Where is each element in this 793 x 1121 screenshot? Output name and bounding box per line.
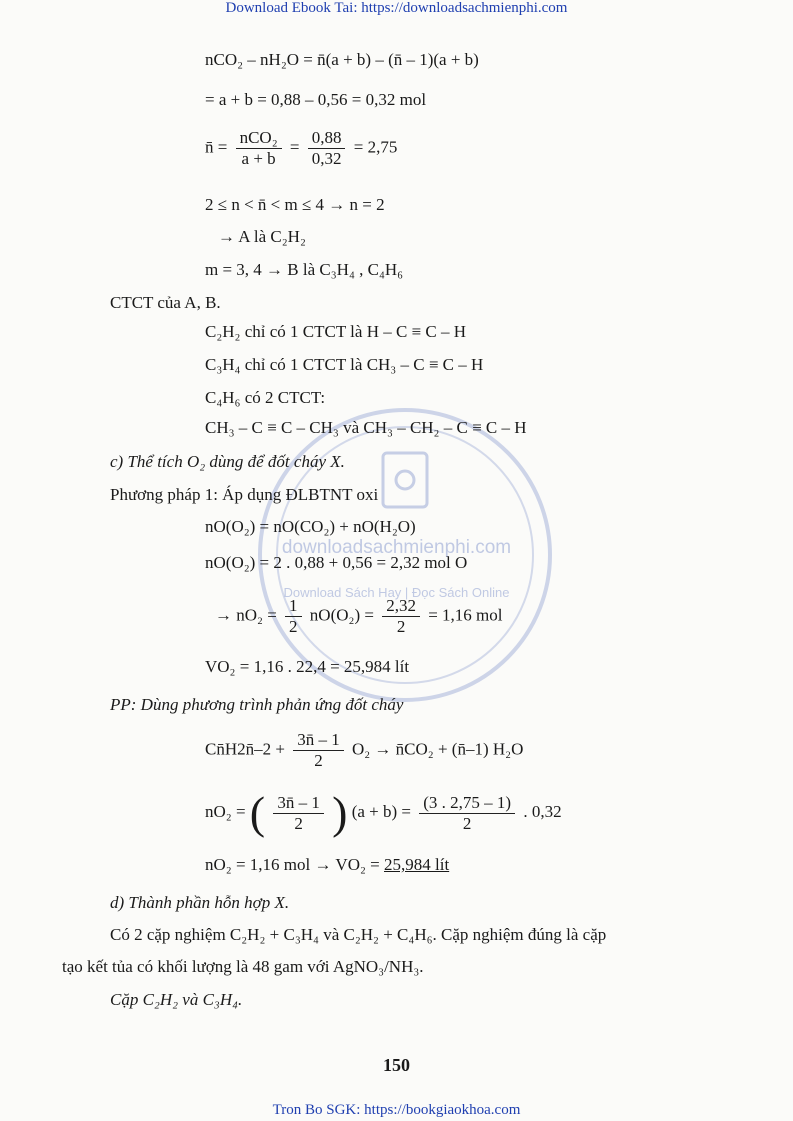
eq-o2-moles bbox=[215, 596, 502, 637]
fraction bbox=[236, 128, 282, 169]
fraction-denominator: 2 bbox=[314, 751, 323, 770]
answer-pair: Cặp C₂H₂ và C₃H₄. bbox=[110, 990, 243, 1009]
eq-n-average-mid: = bbox=[289, 137, 300, 157]
eq-n-average-rhs: = 2,75 bbox=[353, 137, 398, 157]
fraction-numerator: 3n̄ – 1 bbox=[293, 730, 344, 751]
fraction-numerator: 2,32 bbox=[382, 596, 420, 617]
ctct-c4h6-structures: CH₃ – C ≡ C – CH₃ và CH₃ – CH₂ – C ≡ C – H bbox=[205, 418, 527, 437]
fraction-numerator: 3n̄ – 1 bbox=[273, 793, 324, 814]
section-c-heading: c) Thể tích O₂ dùng để đốt cháy X. bbox=[110, 452, 345, 471]
eq-o2-moles-rhs: = 1,16 mol bbox=[428, 605, 503, 625]
fraction bbox=[285, 596, 302, 637]
eq-o2-final bbox=[205, 855, 449, 875]
ctct-c2h2: C₂H₂ chỉ có 1 CTCT là H – C ≡ C – H bbox=[205, 322, 467, 341]
method-2-heading: PP: Dùng phương trình phản ứng đốt cháy bbox=[110, 695, 404, 714]
eq-mol-difference: nCO₂ – nH₂O = n̄(a + b) – (n̄ – 1)(a + b) bbox=[205, 50, 479, 69]
paragraph-precipitate: tạo kết tủa có khối lượng là 48 gam với AgNO₃/NH₃. bbox=[62, 957, 424, 976]
result-b: m = 3, 4 → B là C₃H₄ , C₄H₆ bbox=[205, 260, 404, 279]
fraction-denominator: 2 bbox=[396, 617, 406, 636]
method-1-heading: Phương pháp 1: Áp dụng ĐLBTNT oxi bbox=[110, 485, 379, 504]
watermark-domain: downloadsachmienphi.com bbox=[281, 537, 512, 558]
eq-combustion bbox=[205, 730, 523, 771]
eq-o2-reaction-lhs: nO₂ = bbox=[205, 801, 246, 821]
fraction-numerator: 1 bbox=[285, 596, 302, 617]
eq-combustion-lhs: Cn̄H2n̄–2 + bbox=[205, 739, 285, 759]
eq-o2-reaction-rhs: . 0,32 bbox=[523, 801, 562, 821]
fraction-numerator: nCO₂ bbox=[236, 128, 282, 149]
fraction bbox=[419, 793, 515, 834]
eq-oxygen-moles: nO(O₂) = 2 . 0,88 + 0,56 = 2,32 mol O bbox=[205, 553, 468, 572]
fraction-denominator: 2 bbox=[294, 813, 303, 833]
eq-oxygen-balance: nO(O₂) = nO(CO₂) + nO(H₂O) bbox=[205, 517, 416, 536]
paragraph-solutions: Có 2 cặp nghiệm C₂H₂ + C₃H₄ và C₂H₂ + C₄H₆. Cặp nghiệm đúng là cặp bbox=[110, 925, 607, 944]
eq-o2-moles-mid: nO(O₂) = bbox=[309, 605, 374, 625]
ctct-c4h6: C₄H₆ có 2 CTCT: bbox=[205, 388, 326, 407]
fraction bbox=[382, 596, 420, 637]
eq-n-average bbox=[205, 128, 397, 169]
fraction-denominator: 2 bbox=[289, 617, 298, 636]
result-a: → A là C₂H₂ bbox=[218, 227, 306, 246]
fraction bbox=[293, 730, 344, 771]
footer-sgk-link[interactable]: Tron Bo SGK: https://bookgiaokhoa.com bbox=[272, 1102, 521, 1118]
fraction-numerator: (3 . 2,75 – 1) bbox=[419, 793, 515, 814]
fraction-denominator: 2 bbox=[462, 813, 472, 833]
section-d-heading: d) Thành phần hỗn hợp X. bbox=[110, 893, 290, 912]
eq-combustion-rhs: O₂ → n̄CO₂ + (n̄–1) H₂O bbox=[351, 739, 524, 759]
eq-n-average-lhs: n̄ = bbox=[205, 137, 228, 157]
eq-sum-ab: = a + b = 0,88 – 0,56 = 0,32 mol bbox=[205, 90, 427, 109]
fraction-numerator: 0,88 bbox=[308, 128, 346, 149]
fraction bbox=[273, 793, 324, 834]
watermark-tagline: Download Sách Hay | Đọc Sách Online bbox=[283, 585, 510, 600]
eq-o2-volume: VO₂ = 1,16 . 22,4 = 25,984 lít bbox=[205, 657, 410, 676]
header-download-link[interactable]: Download Ebook Tai: https://downloadsachmienphi.com bbox=[225, 0, 568, 16]
eq-o2-reaction-mid: (a + b) = bbox=[351, 801, 411, 821]
inequality-n: 2 ≤ n < n̄ < m ≤ 4 → n = 2 bbox=[205, 195, 385, 214]
eq-o2-moles-lhs: → nO₂ = bbox=[215, 605, 277, 625]
fraction-denominator: a + b bbox=[241, 149, 276, 168]
left-parenthesis: ( bbox=[249, 787, 266, 838]
ctct-c3h4: C₃H₄ chỉ có 1 CTCT là CH₃ – C ≡ C – H bbox=[205, 355, 484, 374]
eq-o2-from-reaction bbox=[205, 787, 562, 838]
fraction-denominator: 0,32 bbox=[311, 149, 342, 168]
page-number: 150 bbox=[383, 1055, 410, 1075]
fraction bbox=[308, 128, 346, 169]
eq-o2-final-lhs: nO₂ = 1,16 mol → VO₂ = bbox=[205, 855, 384, 874]
eq-o2-final-answer: 25,984 lít bbox=[384, 855, 450, 874]
right-parenthesis: ) bbox=[332, 787, 348, 838]
heading-ctct: CTCT của A, B. bbox=[110, 293, 221, 312]
